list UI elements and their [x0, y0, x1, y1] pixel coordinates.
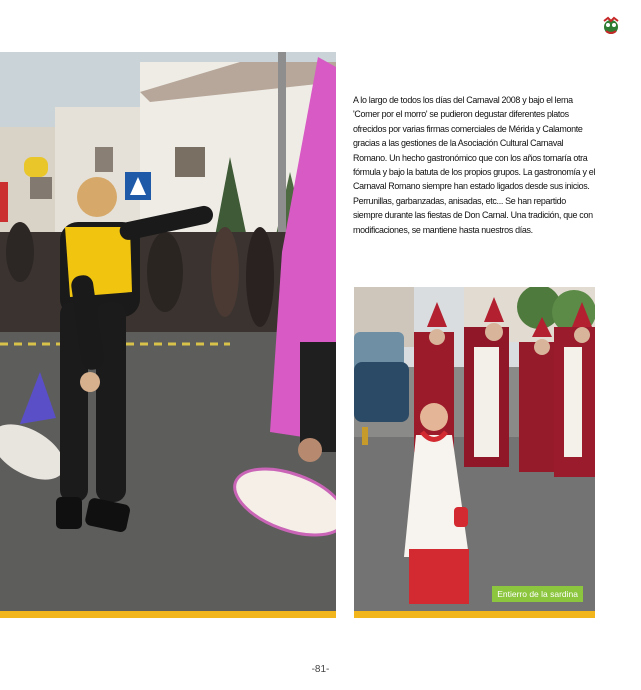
left-accent-bar	[0, 611, 336, 618]
article-paragraph: A lo largo de todos los días del Carnaval 2008 y bajo el lema 'Comer por el morro' se pudieron degustar diferentes platos ofrecidos por varias firmas comerciales de Mérida y Calamonte gracias a las gestiones de la Asociación Cultural Carnaval Romano. Un hecho gastronómico que con los años tornaría otra fórmula y bajo la batuta de los propios grupos. La gastronomía y el Carnaval Romano siempre han estado ligados desde sus inicios. Perrunillas, garbanzadas, anisadas, etc... Se han repartido siempre durante las fiestas de Don Carnal. Una tradición, que con modificaciones, se mantiene hasta nuestros días.	[353, 95, 596, 236]
right-accent-bar	[354, 611, 595, 618]
photo-caption: Entierro de la sardina	[492, 586, 583, 602]
procession-photo	[354, 287, 595, 611]
page-number: -81-	[311, 664, 330, 675]
carnival-street-photo	[0, 52, 336, 611]
carnival-mask-logo-icon	[600, 16, 622, 38]
